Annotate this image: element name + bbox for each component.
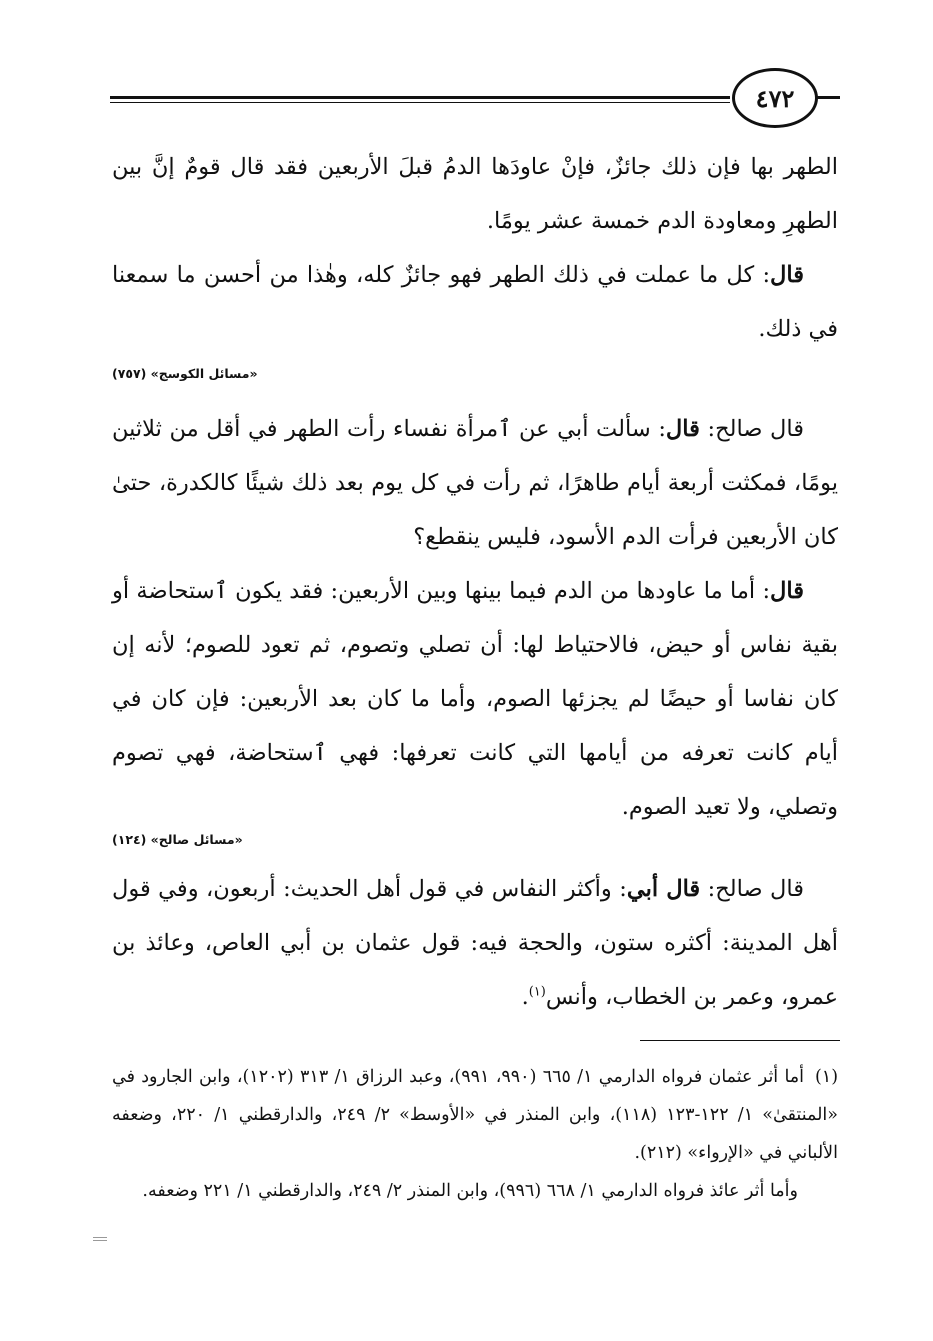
text-block-1 bbox=[112, 140, 838, 356]
speaker-label: قال أبي bbox=[626, 876, 701, 902]
footnote-text: وأما أثر عائذ فرواه الدارمي ١/ ٦٦٨ (٩٩٦)، وابن المنذر ٢/ ٢٤٩، والدارقطني ١/ ٢٢١ وضعفه. bbox=[142, 1181, 798, 1201]
footnote-reference[interactable]: (١) bbox=[528, 984, 546, 1000]
paragraph bbox=[112, 248, 838, 356]
paragraph: قال صالح: قال أبي: وأكثر النفاس في قول أهل الحديث: أربعون، وفي قول أهل المدينة: أكثره ستون، والحجة فيه: قول عثمان بن أبي العاص، وعائذ بن عمرو، وعمر بن الخطاب، وأنس$^{(١)}$. bbox=[112, 876, 838, 1010]
paragraph-text: : وأكثر النفاس في قول أهل الحديث: أربعون، وفي قول أهل المدينة: أكثره ستون، والحجة فيه: قول عثمان بن أبي العاص، وعائذ بن عمرو، وعمر بن الخطاب، وأنس bbox=[112, 876, 838, 1010]
page-number: ٤٧٢ bbox=[732, 68, 818, 128]
paragraph-text: : كل ما عملت في ذلك الطهر فهو جائزٌ كله، وهٰذا من أحسن ما سمعنا في ذلك. bbox=[112, 262, 838, 342]
footnote-continuation bbox=[112, 1172, 838, 1210]
footnote-marker: (١) bbox=[814, 1067, 839, 1087]
paragraph-text: الطهر بها فإن ذلك جائزٌ، فإنْ عاودَها الدمُ قبلَ الأربعين فقد قال قومٌ إنَّ بين الطهرِ ومعاودة الدم خمسة عشر يومًا. bbox=[112, 154, 838, 234]
paragraph-prefix: قال صالح: bbox=[699, 416, 804, 442]
footnotes bbox=[112, 1058, 838, 1210]
page-header bbox=[110, 62, 840, 132]
header-rule bbox=[110, 96, 730, 99]
source-citation: «مسائل صالح» (١٢٤) bbox=[112, 832, 243, 847]
header-rule-thin bbox=[110, 102, 730, 103]
speaker-label: قال bbox=[770, 262, 804, 288]
speaker-label: قال bbox=[665, 416, 700, 442]
paragraph bbox=[112, 140, 838, 248]
paragraph-text: : أما ما عاودها من الدم فيما بينها وبين الأربعين: فقد يكون ٱستحاضة أو بقية نفاس أو حيض، فالاحتياط لها: أن تصلي وتصوم، ثم تعود للصوم؛ لأنه إن كان نفاسا أو حيضًا لم يجزئها الصوم، وأما ما كان بعد الأربعين: فإن كان في أيام كانت تعرفه من أيامها التي كانت تعرفها: فهي ٱستحاضة، فهي تصوم وتصلي، ولا تعيد الصوم. bbox=[112, 578, 838, 820]
source-citation: «مسائل الكوسج» (٧٥٧) bbox=[112, 366, 258, 381]
paragraph-text: : سألت أبي عن ٱمرأة نفساء رأت الطهر في أقل من ثلاثين يومًا، فمكثت أربعة أيام طاهرًا، ثم رأت في كل يوم بعد ذلك شيئًا كالكدرة، حتىٰ كان الأربعين فرأت الدم الأسود، فليس ينقطع؟ bbox=[112, 416, 838, 550]
footnote bbox=[112, 1058, 838, 1172]
paragraph bbox=[112, 402, 838, 564]
footnote-separator bbox=[640, 1040, 840, 1041]
margin-mark bbox=[93, 1237, 107, 1241]
text-block-2 bbox=[112, 402, 838, 834]
footnote-text: أما أثر عثمان فرواه الدارمي ١/ ٦٦٥ (٩٩٠، ٩٩١)، وعبد الرزاق ١/ ٣١٣ (١٢٠٢)، وابن الجارود في «المنتقىٰ» ١/ ١٢٢-١٢٣ (١١٨)، وابن المنذر في «الأوسط» ٢/ ٢٤٩، والدارقطني ١/ ٢٢٠، وضعفه الألباني في «الإرواء» (٢١٢). bbox=[112, 1067, 839, 1163]
paragraph-prefix: قال صالح: bbox=[700, 876, 804, 902]
text-block-3 bbox=[112, 862, 838, 1024]
paragraph bbox=[112, 564, 838, 834]
speaker-label: قال bbox=[770, 578, 804, 604]
